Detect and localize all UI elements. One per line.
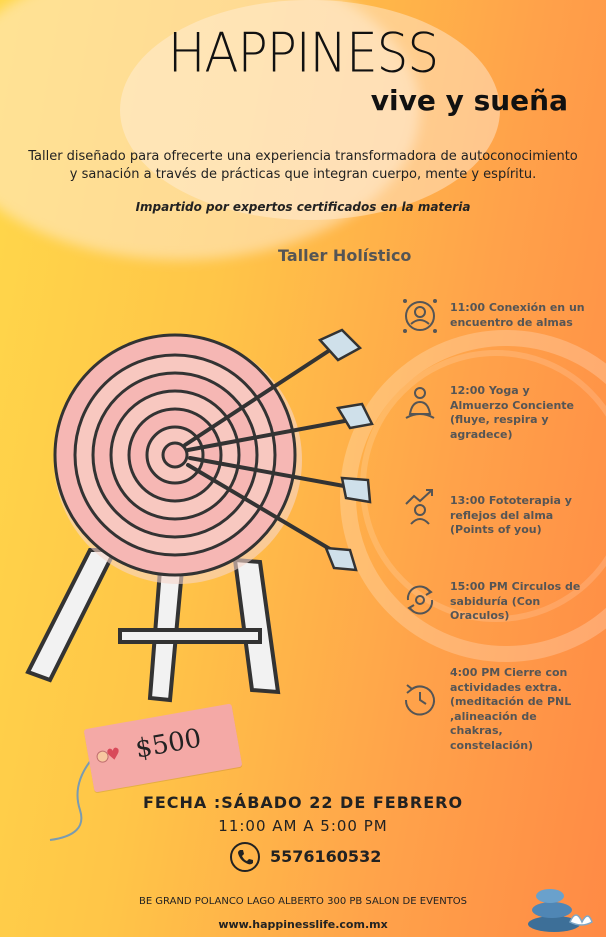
schedule-line: (fluye, respira y bbox=[450, 413, 549, 426]
program-heading: Taller Holístico bbox=[278, 246, 412, 265]
intro-line: y sanación a través de prácticas que integran cuerpo, mente y espíritu. bbox=[69, 167, 537, 182]
schedule-line: reflejos del alma bbox=[450, 508, 554, 522]
schedule-line: (meditación de PNL bbox=[450, 695, 572, 708]
archery-target-illustration bbox=[20, 300, 380, 720]
schedule-line: sabiduría (Con bbox=[450, 594, 541, 608]
meditation-icon bbox=[400, 384, 440, 424]
intro-text bbox=[14, 148, 592, 184]
schedule-text bbox=[450, 494, 600, 538]
people-circle-icon bbox=[400, 296, 440, 336]
experts-note: Impartido por expertos certificados en la materia bbox=[135, 200, 471, 214]
growth-person-icon bbox=[400, 486, 440, 526]
schedule-line: agradece) bbox=[450, 427, 513, 441]
poster-subtitle: vive y sueña bbox=[370, 84, 568, 117]
event-date: FECHA :SÁBADO 22 DE FEBRERO bbox=[142, 793, 464, 812]
schedule-line: Almuerzo Conciente bbox=[450, 398, 575, 412]
price-value: $500 bbox=[133, 723, 204, 765]
phone-icon bbox=[230, 842, 260, 872]
phone-number[interactable]: 5576160532 bbox=[270, 847, 382, 866]
schedule-line: constelación) bbox=[450, 738, 534, 752]
schedule-line: 11:00 Conexión en un bbox=[450, 301, 585, 314]
zen-stones-icon bbox=[524, 872, 594, 932]
schedule-line: ,alineación de bbox=[450, 709, 537, 723]
schedule-line: chakras, bbox=[450, 724, 503, 737]
schedule-line: Oraculos) bbox=[450, 609, 510, 622]
schedule-line: 15:00 PM Circulos de bbox=[450, 580, 581, 593]
schedule-text bbox=[450, 580, 600, 624]
event-hours: 11:00 AM A 5:00 PM bbox=[218, 817, 388, 835]
clock-refresh-icon bbox=[400, 680, 440, 720]
poster-title: HAPPINESS bbox=[167, 21, 439, 85]
intro-line: Taller diseñado para ofrecerte una experiencia transformadora de autoconocimiento bbox=[28, 149, 578, 164]
schedule-line: encuentro de almas bbox=[450, 315, 573, 329]
schedule-line: actividades extra. bbox=[450, 680, 562, 694]
schedule-text bbox=[450, 384, 600, 442]
website-link[interactable]: www.happinesslife.com.mx bbox=[218, 918, 388, 931]
schedule-text bbox=[450, 666, 600, 753]
schedule-line: 4:00 PM Cierre con bbox=[450, 666, 568, 679]
schedule-line: 12:00 Yoga y bbox=[450, 384, 530, 397]
schedule-line: 13:00 Fototerapia y bbox=[450, 494, 572, 507]
schedule-text bbox=[450, 301, 600, 330]
event-address: BE GRAND POLANCO LAGO ALBERTO 300 PB SALON DE EVENTOS bbox=[138, 896, 468, 907]
cycle-icon bbox=[400, 580, 440, 620]
schedule-line: (Points of you) bbox=[450, 523, 542, 536]
heart-icon: ♥ bbox=[104, 743, 123, 765]
